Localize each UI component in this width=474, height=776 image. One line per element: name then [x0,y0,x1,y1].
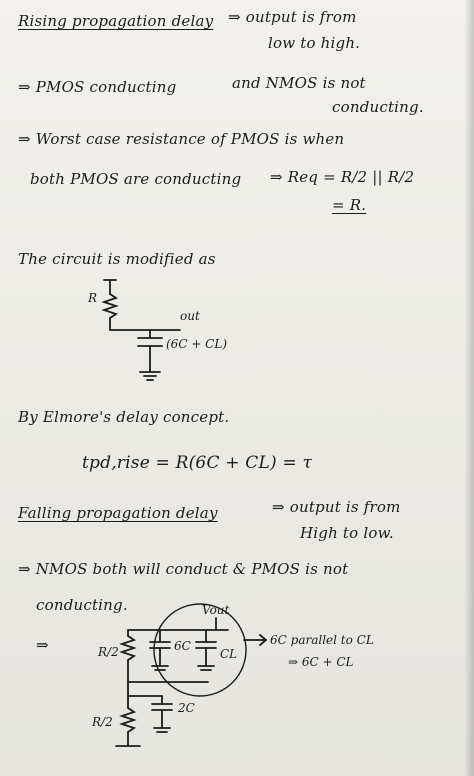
page-edge-shadow [464,0,474,776]
tpd-rise-formula: tpd,rise = R(6C + CL) = τ [82,453,313,473]
elmore-text: By Elmore's delay concept. [18,408,230,426]
c2-sum-note: ⇒ 6C + CL [288,655,354,669]
c1-cap-label: (6C + CL) [166,337,228,351]
circuit2-arrow: ⇒ [36,636,49,654]
c2-6c-label: 6C [174,639,191,653]
c2-parallel-note: 6C parallel to CL [270,633,374,647]
falling-delay-desc-cont: High to low. [300,524,394,542]
falling-delay-circuit [88,600,458,770]
c2-vout-label: Vout [202,603,230,617]
req-result: = R. [332,196,367,214]
both-pmos-text: both PMOS are conducting [30,170,242,188]
rising-delay-desc: ⇒ output is from [228,8,357,26]
pmos-conducting-text: ⇒ PMOS conducting [18,78,177,96]
rising-delay-heading: Rising propagation delay [18,12,214,30]
c1-r-label: R [88,291,98,305]
nmos-not-text-cont: conducting. [332,98,424,116]
worst-case-text: ⇒ Worst case resistance of PMOS is when [18,130,345,148]
rising-delay-desc-cont: low to high. [268,34,361,52]
nmos-not-text: and NMOS is not [232,74,366,92]
rising-delay-circuit [80,276,280,386]
falling-delay-desc: ⇒ output is from [272,498,401,516]
c2-2c-label: 2C [178,701,195,715]
falling-delay-heading: Falling propagation delay [18,504,218,522]
c2-r-top-label: R/2 [98,645,119,659]
pmos-not-conducting-text: conducting. [36,596,128,614]
circuit-modified-text: The circuit is modified as [18,250,216,268]
c2-cl-label: CL [220,647,238,661]
req-formula: ⇒ Req = R/2 || R/2 [270,168,415,186]
c2-r-bottom-label: R/2 [92,715,113,729]
c1-out-label: out [180,309,200,323]
nmos-conduct-text: ⇒ NMOS both will conduct & PMOS is not [18,560,349,578]
